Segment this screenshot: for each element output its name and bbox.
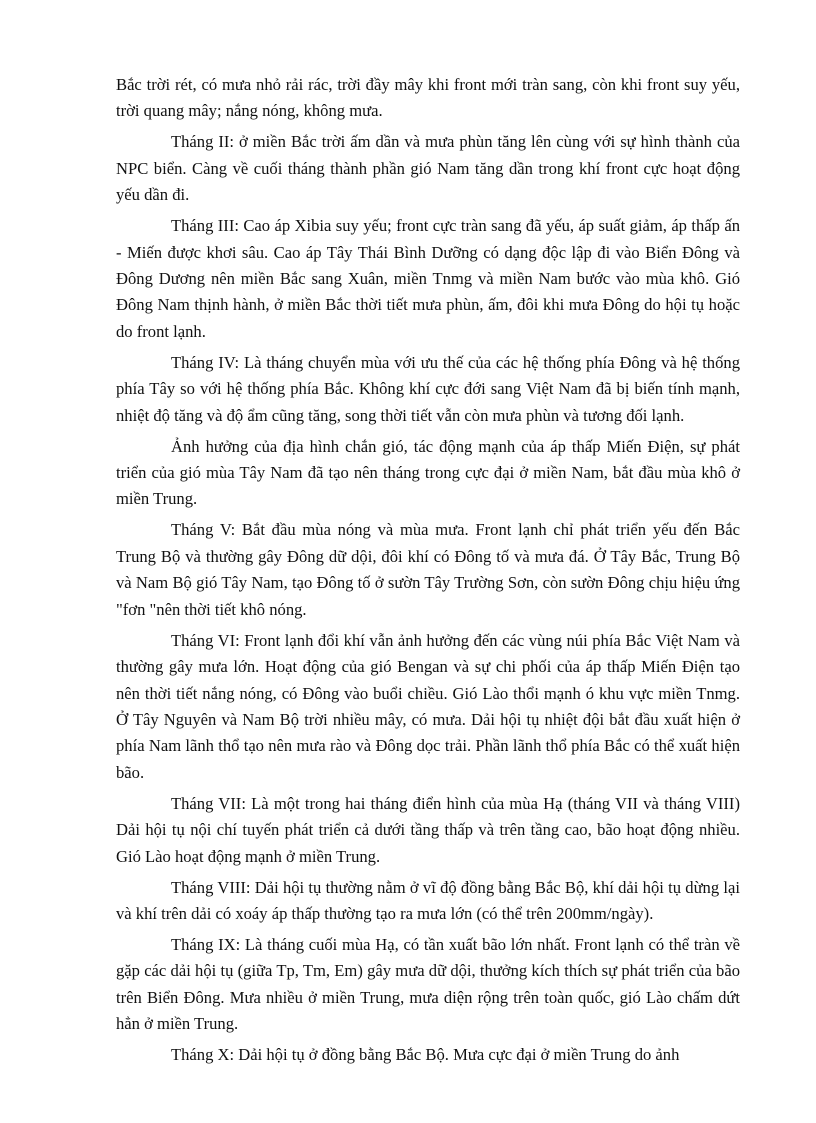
paragraph-continuation: Bắc trời rét, có mưa nhỏ rải rác, trời đầy mây khi front mới tràn sang, còn khi front suy yếu, trời quang mây; nắng nóng, không mưa.	[116, 75, 740, 121]
paragraph-thang-vii: Tháng VII: Là một trong hai tháng điển hình của mùa Hạ (tháng VII và tháng VIII) Dải hội tụ nội chí tuyến phát triển cả dưới tầng thấp và trên tầng cao, bão hoạt động nhiều. Gió Lào hoạt động mạnh ở miền Trung.	[116, 793, 740, 866]
paragraph-thang-v: Tháng V: Bắt đầu mùa nóng và mùa mưa. Front lạnh chỉ phát triển yếu đến Bắc Trung Bộ và thường gây Đông dữ dội, đôi khí có Đông tố và mưa đá. Ở Tây Bắc, Trung Bộ và Nam Bộ gió Tây Nam, tạo Đông tố ở sườn Tây Trường Sơn, còn sườn Đông chịu hiệu ứng "fơn "nên thời tiết khô nóng.	[116, 520, 740, 619]
paragraph-thang-vi: Tháng VI: Front lạnh đổi khí vẫn ảnh hưởng đến các vùng núi phía Bắc Việt Nam và thường gây mưa lớn. Hoạt động của gió Bengan và sự chi phối của áp thấp Miến Điện tạo nên thời tiết nắng nóng, có Đông vào buổi chiều. Gió Lào thổi mạnh ó khu vực miền Tnmg. Ở Tây Nguyên và Nam Bộ trời nhiều mây, có mưa. Dải hội tụ nhiệt đội bắt đầu xuất hiện ở phía Nam lãnh thổ tạo nên mưa rào và Đông dọc trải. Phần lãnh thổ phía Bắc có thể xuất hiện bão.	[116, 630, 740, 782]
paragraph-thang-iii: Tháng III: Cao áp Xibia suy yếu; front cực tràn sang đã yếu, áp suất giảm, áp thấp ấn - Miến được khơi sâu. Cao áp Tây Thái Bình Dưỡng có dạng độc lập đi vào Biển Đông và Đông Dương nên miền Bắc sang Xuân, miền Tnmg và miền Nam bước vào mùa khô. Gió Đông Nam thịnh hành, ở miền Bắc thời tiết mưa phùn, ấm, đôi khi mưa Đông do hội tụ hoặc do front lạnh.	[116, 216, 740, 341]
paragraph-thang-iv: Tháng IV: Là tháng chuyển mùa với ưu thế của các hệ thống phía Đông và hệ thống phía Tây so với hệ thống phía Bắc. Không khí cực đới sang Việt Nam đã bị biến tính mạnh, nhiệt độ tăng và độ ẩm cũng tăng, song thời tiết vẫn còn mưa phùn và tương đối lạnh.	[116, 352, 740, 425]
paragraph-thang-x: Tháng X: Dải hội tụ ở đồng bằng Bắc Bộ. Mưa cực đại ở miền Trung do ảnh	[171, 1045, 680, 1065]
paragraph-thang-ix: Tháng IX: Là tháng cuối mùa Hạ, có tần xuất bão lớn nhất. Front lạnh có thể tràn về gặp các dải hội tụ (giữa Tp, Tm, Em) gây mưa dữ dội, thưởng kích thích sự phát triển của bão trên Biển Đông. Mưa nhiều ở miền Trung, mưa diện rộng trên toàn quốc, gió Lào chấm dứt hẳn ở miền Trung.	[116, 934, 740, 1034]
paragraph-terrain-influence: Ảnh hưởng của địa hình chắn gió, tác động mạnh của áp thấp Miến Điện, sự phát triển của gió mùa Tây Nam đã tạo nên tháng trong cực đại ở miền Nam, bắt đầu mùa khô ở miền Trung.	[116, 436, 740, 509]
paragraph-thang-ii: Tháng II: ở miền Bắc trời ấm dần và mưa phùn tăng lên cùng với sự hình thành của NPC biển. Càng về cuối tháng thành phần gió Nam tăng dần trong khí front cực hoạt động yếu dần đi.	[116, 132, 740, 205]
body-text	[116, 72, 740, 1073]
paragraph-thang-viii: Tháng VIII: Dải hội tụ thường nằm ở vĩ độ đồng bằng Bắc Bộ, khí dải hội tụ dừng lại và khí trên dải có xoáy áp thấp thường tạo ra mưa lớn (có thể trên 200mm/ngày).	[116, 877, 740, 923]
